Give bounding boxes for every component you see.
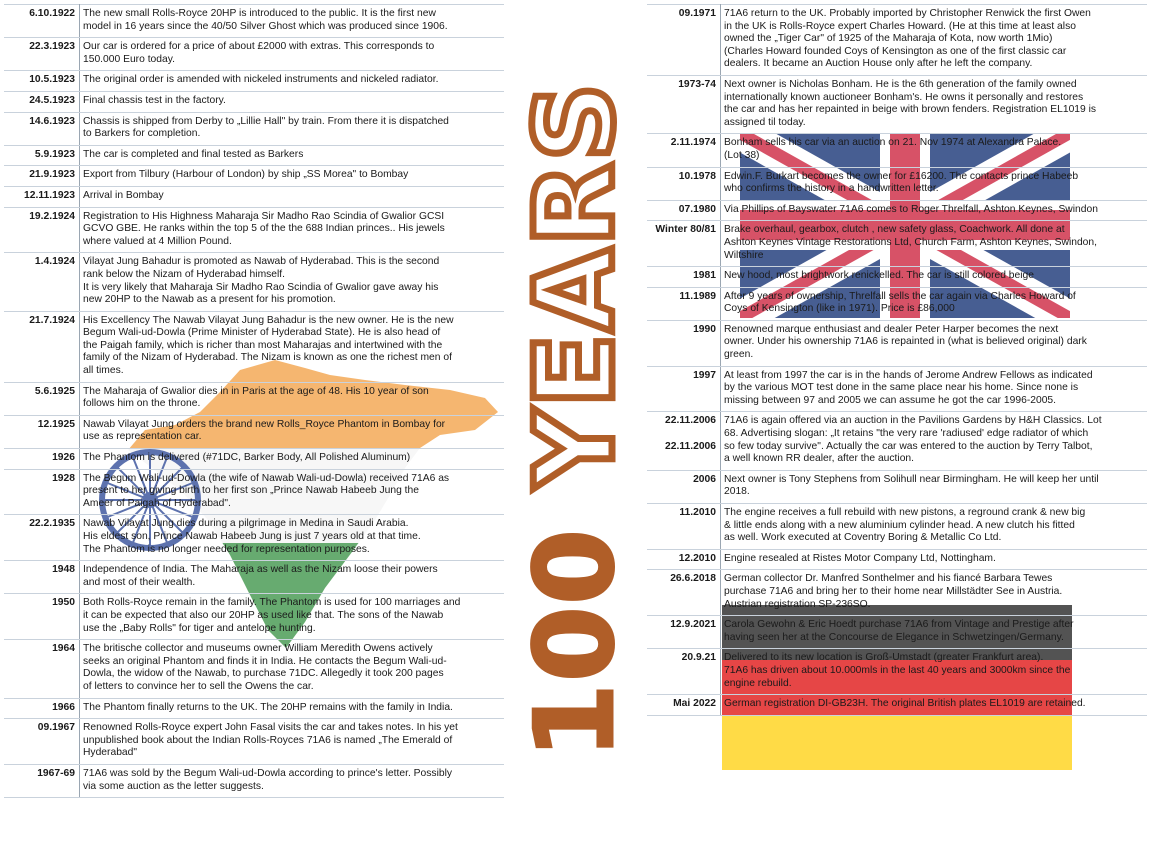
timeline-description <box>721 221 1148 267</box>
timeline-text-line: 71A6 has driven about 10.000mls in the last 40 years and 3000km since the <box>724 664 1071 676</box>
timeline-date-cell <box>4 640 80 698</box>
timeline-row <box>647 287 1147 320</box>
timeline-date: 12.11.1923 <box>24 189 75 201</box>
timeline-date-cell <box>4 253 80 311</box>
timeline-text-line: (Lot 38) <box>724 149 760 161</box>
timeline-text-line: German registration DI-GB23H. The original British plates EL1019 are retained. <box>724 698 1086 710</box>
timeline-row <box>647 649 1147 695</box>
timeline-row <box>647 470 1147 503</box>
timeline-text-line: Austrian registration SP-236SO. <box>724 598 871 610</box>
timeline-date: 1926 <box>52 452 75 464</box>
timeline-row <box>647 695 1147 716</box>
timeline-description <box>721 470 1148 503</box>
timeline-row <box>4 382 504 415</box>
timeline-text-line: rank below the Nizam of Hyderabad himself. <box>83 268 286 280</box>
timeline-text-line: The original order is amended with nickeled instruments and nickeled radiator. <box>83 74 439 86</box>
timeline-date-cell <box>4 166 80 187</box>
timeline-date: 1997 <box>693 369 716 381</box>
timeline-date: 1964 <box>52 643 75 655</box>
timeline-date-cell <box>4 207 80 253</box>
timeline-row <box>4 186 504 207</box>
timeline-row <box>4 515 504 561</box>
timeline-text-line: Carola Gewohn & Eric Hoedt purchase 71A6 from Vintage and Prestige after <box>724 619 1074 631</box>
timeline-description <box>721 412 1148 470</box>
timeline-description <box>80 382 505 415</box>
timeline-row <box>647 504 1147 550</box>
timeline-text-line: Hyderabad" <box>83 747 138 759</box>
timeline-row <box>647 75 1147 133</box>
timeline-description <box>721 695 1148 716</box>
timeline-text-line: purchase 71A6 and bring her to their home near Millstädter See in Austria. <box>724 585 1063 597</box>
timeline-row <box>4 112 504 145</box>
timeline-text-line: use the „Baby Rolls" for tiger and antelope hunting. <box>83 622 316 634</box>
timeline-description <box>80 186 505 207</box>
timeline-text-line: His eldest son, Prince Nawab Habeeb Jung is just 7 years old at that time. <box>83 531 421 542</box>
timeline-text-line: who confirms the history in a handwritten letter. <box>724 183 939 195</box>
timeline-row <box>4 207 504 253</box>
timeline-text-line: The Phantom is delivered (#71DC, Barker Body, All Polished Aluminum) <box>83 452 411 464</box>
timeline-description <box>721 75 1148 133</box>
timeline-description <box>80 253 505 311</box>
timeline-date: 26.6.2018 <box>670 573 716 585</box>
timeline-description <box>721 366 1148 412</box>
timeline-text-line: Via Phillips of Bayswater 71A6 comes to Roger Threlfall, Ashton Keynes, Swindon <box>724 203 1098 215</box>
timeline-date-cell <box>4 186 80 207</box>
timeline-text-line: use as representation car. <box>83 431 202 443</box>
timeline-date: 22.11.2006 <box>665 415 716 427</box>
timeline-date-cell <box>647 649 721 695</box>
timeline-date-cell <box>647 267 721 288</box>
timeline-text-line: 2018. <box>724 486 750 498</box>
timeline-text-line: owner. Under his ownership 71A6 is repainted in (what is believed original) dark <box>724 336 1087 348</box>
timeline-date: 12.2010 <box>678 552 716 564</box>
timeline-description <box>80 207 505 253</box>
timeline-text-line: the car and has her repainted in beige with brown fenders. Registration EL1019 is <box>724 104 1097 116</box>
timeline-row <box>4 719 504 765</box>
timeline-row <box>4 71 504 92</box>
timeline-text-line: The Maharaja of Gwalior dies in in Paris at the age of 48. His 10 year of son <box>83 385 429 397</box>
timeline-text-line: model in 16 years since the 40/50 Silver Ghost which was produced since 1906. <box>83 20 448 32</box>
timeline-text-line: family of the Nizam of Hyderabad. The Nizam is known as one the richest men of <box>83 352 452 364</box>
timeline-description <box>721 570 1148 616</box>
timeline-text-line: The britische collector and museums owner William Meredith Owens actively <box>83 643 433 655</box>
timeline-row <box>4 640 504 698</box>
timeline-date-cell <box>647 287 721 320</box>
timeline-description <box>80 719 505 765</box>
timeline-text-line: missing between 97 and 2005 we can assume he got the car 1996-2005. <box>724 394 1057 406</box>
timeline-date-cell <box>647 470 721 503</box>
timeline-text-line: The Phantom is no longer needed for representation purposes. <box>83 543 370 555</box>
timeline-date-cell <box>4 594 80 640</box>
timeline-text-line: green. <box>724 349 754 361</box>
timeline-text-line: owned the „Tiger Car" of 1925 of the Maharaja of Kota, now worth 1Mio) <box>724 33 1053 45</box>
timeline-row <box>4 594 504 640</box>
timeline-description <box>721 549 1148 570</box>
timeline-text-line: Edwin.F. Burkart becomes the owner for £16200. The contacts prince Habeeb <box>724 170 1079 182</box>
timeline-text-line: Brake overhaul, gearbox, clutch , new safety glass, Coachwork. All done at <box>724 224 1065 236</box>
timeline-text-line: in the UK is Rolls-Royce expert Charles Howard. (He at this time at least also <box>724 20 1076 32</box>
timeline-text-line: Coys of Kensington (like in 1971). Price is £86,000 <box>724 303 955 315</box>
timeline-text-line: GCVO GBE. He ranks within the top 5 of the the 688 Indian princes.. His jewels <box>83 223 445 235</box>
left-timeline-table <box>4 4 504 798</box>
timeline-date: 20.9.21 <box>681 652 716 664</box>
timeline-date-cell <box>647 75 721 133</box>
hundred-years-title <box>512 10 640 830</box>
right-timeline-table <box>647 4 1147 716</box>
timeline-description <box>80 469 505 515</box>
timeline-row <box>4 449 504 470</box>
timeline-description <box>80 515 505 561</box>
timeline-date-cell <box>647 221 721 267</box>
timeline-date: 1967-69 <box>37 767 75 779</box>
timeline-text-line: unpublished book about the Indian Rolls-Royces 71A6 is named „The Emerald of <box>83 734 453 746</box>
timeline-date-cell <box>4 719 80 765</box>
timeline-description <box>80 71 505 92</box>
timeline-date: 19.2.1924 <box>29 210 75 222</box>
timeline-description <box>80 640 505 698</box>
timeline-row <box>4 415 504 448</box>
timeline-date-cell <box>4 145 80 166</box>
timeline-description <box>80 112 505 145</box>
timeline-date: 1966 <box>52 701 75 713</box>
timeline-date-cell <box>647 366 721 412</box>
timeline-date: 1.4.1924 <box>34 256 75 268</box>
timeline-date: 12.9.2021 <box>670 619 716 631</box>
timeline-description <box>721 287 1148 320</box>
timeline-text-line: 68. Advertising slogan: „It retains "the very rare 'radiused' edge radiator of which <box>724 428 1089 440</box>
timeline-description <box>721 200 1148 221</box>
timeline-date: 11.1989 <box>679 290 716 302</box>
timeline-date-cell <box>4 449 80 470</box>
timeline-date-cell <box>4 91 80 112</box>
timeline-row <box>4 764 504 797</box>
timeline-description <box>80 5 505 38</box>
timeline-description <box>80 449 505 470</box>
timeline-row <box>4 38 504 71</box>
right-timeline <box>647 4 1147 716</box>
timeline-date-cell <box>647 5 721 76</box>
timeline-date: 10.5.1923 <box>29 74 75 86</box>
timeline-description <box>80 561 505 594</box>
timeline-description <box>80 145 505 166</box>
timeline-row <box>647 5 1147 76</box>
timeline-row <box>4 166 504 187</box>
timeline-date: 5.6.1925 <box>34 385 75 397</box>
timeline-date-cell <box>647 412 721 470</box>
timeline-description <box>80 91 505 112</box>
timeline-text-line: so few today survive". Actually the car was entered to the auction by Terry Talbot, <box>724 440 1093 452</box>
timeline-date: 1990 <box>693 323 716 335</box>
timeline-row <box>647 320 1147 366</box>
timeline-text-line: Arrival in Bombay <box>83 189 164 201</box>
timeline-date-cell <box>4 38 80 71</box>
timeline-text-line: and most of their wealth. <box>83 576 196 588</box>
timeline-date-cell <box>4 415 80 448</box>
timeline-text-line: via some auction as the letter suggests. <box>83 780 264 792</box>
timeline-date: 09.1971 <box>678 8 716 19</box>
timeline-date-cell <box>647 134 721 167</box>
timeline-row <box>647 167 1147 200</box>
timeline-text-line: (Charles Howard founded Coys of Kensington as one of the first classic car <box>724 45 1067 57</box>
timeline-row <box>4 91 504 112</box>
timeline-text-line: Begum Wali-ud-Dowla (Prime Minister of Hyderabad State). He is also head of <box>83 327 441 339</box>
timeline-text-line: dealers. It became an Auction House only after he left the company. <box>724 58 1033 70</box>
timeline-description <box>721 649 1148 695</box>
timeline-text-line: Renowned marque enthusiast and dealer Peter Harper becomes the next <box>724 323 1059 335</box>
timeline-text-line: where valued at 4 Million Pound. <box>83 235 232 247</box>
timeline-date: 6.10.1922 <box>29 8 75 19</box>
timeline-text-line: After 9 years of ownership, Threlfall sells the car again via Charles Howard of <box>724 290 1076 302</box>
timeline-date-cell <box>647 320 721 366</box>
timeline-row <box>647 549 1147 570</box>
timeline-text-line: a well known RR dealer, after the auction. <box>724 453 915 465</box>
timeline-text-line: The engine receives a full rebuild with new pistons, a reground crank & new big <box>724 507 1086 518</box>
timeline-row <box>4 469 504 515</box>
timeline-text-line: At least from 1997 the car is in the hands of Jerome Andrew Fellows as indicated <box>724 369 1093 381</box>
title-number: 100 <box>513 527 638 759</box>
timeline-date-cell <box>4 698 80 719</box>
timeline-description <box>80 311 505 382</box>
timeline-description <box>721 5 1148 76</box>
timeline-description <box>721 267 1148 288</box>
timeline-description <box>80 594 505 640</box>
timeline-text-line: Ameer of Paigah of Hyderabad". <box>83 497 231 509</box>
timeline-text-line: New hood, most brightwork renickelled. The car is still colored beige <box>724 270 1035 282</box>
timeline-row <box>4 311 504 382</box>
timeline-description <box>80 764 505 797</box>
timeline-text-line: Nawab Vilayat Jung dies during a pilgrimage in Medina in Saudi Arabia. <box>83 518 409 530</box>
timeline-date: 12.1925 <box>37 418 75 430</box>
timeline-text-line: 71A6 was sold by the Begum Wali-ud-Dowla according to prince's letter. Possibly <box>83 767 453 779</box>
timeline-date-cell <box>647 570 721 616</box>
timeline-text-line: Wiltshire <box>724 249 764 261</box>
timeline-description <box>80 166 505 187</box>
timeline-date-cell <box>4 5 80 38</box>
timeline-date-cell <box>4 311 80 382</box>
timeline-text-line: present to her giving birth to her first son „Prince Nawab Habeeb Jung the <box>83 485 419 497</box>
timeline-date-cell <box>647 200 721 221</box>
timeline-text-line: Next owner is Tony Stephens from Solihull near Birmingham. He will keep her until <box>724 473 1099 485</box>
timeline-text-line: of letters to convince her to sell the Owens the car. <box>83 680 314 692</box>
timeline-text-line: new 20HP to the Nawab as a present for his promotion. <box>83 294 336 306</box>
timeline-text-line: Engine resealed at Ristes Motor Company Ltd, Nottingham. <box>724 552 996 564</box>
timeline-text-line: The Begum Wali-ud-Dowla (the wife of Nawab Wali-ud-Dowla) received 71A6 as <box>83 472 450 484</box>
timeline-text-line: The Phantom finally returns to the UK. The 20HP remains with the family in India. <box>83 701 453 713</box>
timeline-date-cell <box>4 112 80 145</box>
timeline-date: Winter 80/81 <box>655 224 716 236</box>
timeline-text-line: His Excellency The Nawab Vilayat Jung Bahadur is the new owner. He is the new <box>83 314 454 326</box>
timeline-description <box>80 38 505 71</box>
timeline-description <box>80 415 505 448</box>
timeline-text-line: Vilayat Jung Bahadur is promoted as Nawab of Hyderabad. This is the second <box>83 256 440 268</box>
timeline-date-cell <box>4 764 80 797</box>
timeline-date: 24.5.1923 <box>29 94 75 106</box>
timeline-date-cell <box>4 561 80 594</box>
timeline-date-cell <box>647 167 721 200</box>
timeline-date: 2006 <box>693 473 716 485</box>
timeline-text-line: having seen her at the Concourse de Elegance in Schwetzingen/Germany. <box>724 631 1064 643</box>
timeline-text-line: follows him on the throne. <box>83 398 201 410</box>
timeline-date: 22.3.1923 <box>29 41 75 53</box>
timeline-row <box>4 561 504 594</box>
timeline-description <box>721 616 1148 649</box>
timeline-row <box>647 366 1147 412</box>
timeline-text-line: Ashton Keynes Vintage Restorations Ltd, Church Farm, Ashton Keynes, Swindon, <box>724 236 1097 248</box>
timeline-description <box>721 167 1148 200</box>
timeline-text-line: Independence of India. The Maharaja as well as the Nizam loose their powers <box>83 564 438 576</box>
timeline-text-line: as well. Work executed at Coventry Boring & Metallic Co Ltd. <box>724 532 1002 544</box>
timeline-date: 21.7.1924 <box>29 314 75 326</box>
timeline-text-line: Bonham sells his car via an auction on 21. Nov 1974 at Alexandra Palace. <box>724 137 1062 149</box>
timeline-description <box>80 698 505 719</box>
timeline-date-cell <box>647 695 721 716</box>
timeline-date-cell <box>4 71 80 92</box>
timeline-text-line: it can be expected that also our 20HP as used like that. The sons of the Nawab <box>83 609 444 621</box>
timeline-date: 10.1978 <box>678 170 716 182</box>
timeline-date: 11.2010 <box>679 507 716 518</box>
timeline-date: 09.1967 <box>37 722 75 734</box>
timeline-date: 1948 <box>52 564 75 576</box>
timeline-date: 07.1980 <box>678 203 716 215</box>
timeline-text-line: engine rebuild. <box>724 677 792 689</box>
timeline-description <box>721 504 1148 550</box>
timeline-text-line: The new small Rolls-Royce 20HP is introduced to the public. It is the first new <box>83 8 436 19</box>
timeline-text-line: internationally known auctioneer Bonham's. He owns it personally and restores <box>724 91 1084 103</box>
timeline-date: 5.9.1923 <box>34 148 75 160</box>
timeline-row <box>4 145 504 166</box>
timeline-text-line: seeks an original Phantom and finds it in India. He contacts the Begum Wali-ud- <box>83 655 447 667</box>
timeline-text-line: all times. <box>83 365 124 377</box>
timeline-row <box>4 5 504 38</box>
timeline-text-line: Chassis is shipped from Derby to „Lillie Hall" by train. From there it is dispatched <box>83 115 449 127</box>
timeline-text-line: 71A6 is again offered via an auction in the Pavilions Gardens by H&H Classics. Lot <box>724 415 1102 427</box>
timeline-date: Mai 2022 <box>673 698 716 710</box>
timeline-row <box>4 698 504 719</box>
timeline-row <box>647 616 1147 649</box>
timeline-text-line: The car is completed and final tested as Barkers <box>83 148 304 160</box>
timeline-date: 1981 <box>693 270 716 282</box>
timeline-text-line: It is very likely that Maharaja Sir Madho Rao Scindia of Gwalior gave away his <box>83 281 439 293</box>
timeline-text-line: to Barkers for completion. <box>83 128 201 140</box>
timeline-date: 1973-74 <box>678 78 716 90</box>
timeline-text-line: Dowla, the widow of the Nawab, to purchase 71DC. Allegedly it took 200 pages <box>83 668 444 680</box>
timeline-text-line: assigned til today. <box>724 116 806 128</box>
timeline-date-cell <box>4 515 80 561</box>
timeline-text-line: 150.000 Euro today. <box>83 53 175 65</box>
timeline-date-cell <box>647 616 721 649</box>
timeline-row <box>647 221 1147 267</box>
timeline-text-line: Final chassis test in the factory. <box>83 94 226 106</box>
timeline-text-line: the Paigah family, which is richer than most Maharajas and intertwined with the <box>83 339 443 351</box>
timeline-date: 22.2.1935 <box>29 518 75 530</box>
timeline-date-secondary: 22.11.2006 <box>665 440 716 452</box>
timeline-row <box>647 412 1147 470</box>
timeline-description <box>721 320 1148 366</box>
timeline-date: 14.6.1923 <box>29 115 75 127</box>
timeline-date-cell <box>647 549 721 570</box>
timeline-text-line: 71A6 return to the UK. Probably imported by Christopher Renwick the first Owen <box>724 8 1091 19</box>
timeline-row <box>647 570 1147 616</box>
timeline-text-line: Export from Tilbury (Harbour of London) by ship „SS Morea" to Bombay <box>83 169 409 181</box>
timeline-row <box>4 253 504 311</box>
timeline-date: 1950 <box>52 597 75 609</box>
timeline-text-line: & little ends along with a new aluminium cylinder head. A new clutch his fitted <box>724 519 1075 531</box>
timeline-date: 21.9.1923 <box>29 169 75 181</box>
timeline-text-line: Renowned Rolls-Royce expert John Fasal visits the car and takes notes. In his yet <box>83 722 458 734</box>
timeline-date: 2.11.1974 <box>670 137 716 149</box>
timeline-text-line: German collector Dr. Manfred Sonthelmer and his fiancé Barbara Tewes <box>724 573 1053 585</box>
left-timeline <box>4 4 504 798</box>
timeline-text-line: Nawab Vilayat Jung orders the brand new Rolls_Royce Phantom in Bombay for <box>83 418 446 430</box>
timeline-description <box>721 134 1148 167</box>
timeline-row <box>647 200 1147 221</box>
timeline-row <box>647 267 1147 288</box>
timeline-text-line: Next owner is Nicholas Bonham. He is the 6th generation of the family owned <box>724 78 1077 90</box>
title-word: YEARS <box>513 81 638 488</box>
timeline-date-cell <box>4 382 80 415</box>
timeline-text-line: by the various MOT test done in the same place near his home. Since none is <box>724 382 1079 394</box>
timeline-row <box>647 134 1147 167</box>
timeline-date: 1928 <box>52 472 75 484</box>
timeline-text-line: Registration to His Highness Maharaja Sir Madho Rao Scindia of Gwalior GCSI <box>83 210 445 222</box>
timeline-text-line: Delivered to its new location is Groß-Umstadt (greater Frankfurt area). <box>724 652 1044 664</box>
timeline-date-cell <box>4 469 80 515</box>
timeline-text-line: Our car is ordered for a price of about £2000 with extras. This corresponds to <box>83 41 435 53</box>
timeline-date-cell <box>647 504 721 550</box>
timeline-text-line: Both Rolls-Royce remain in the family. The Phantom is used for 100 marriages and <box>83 597 461 609</box>
